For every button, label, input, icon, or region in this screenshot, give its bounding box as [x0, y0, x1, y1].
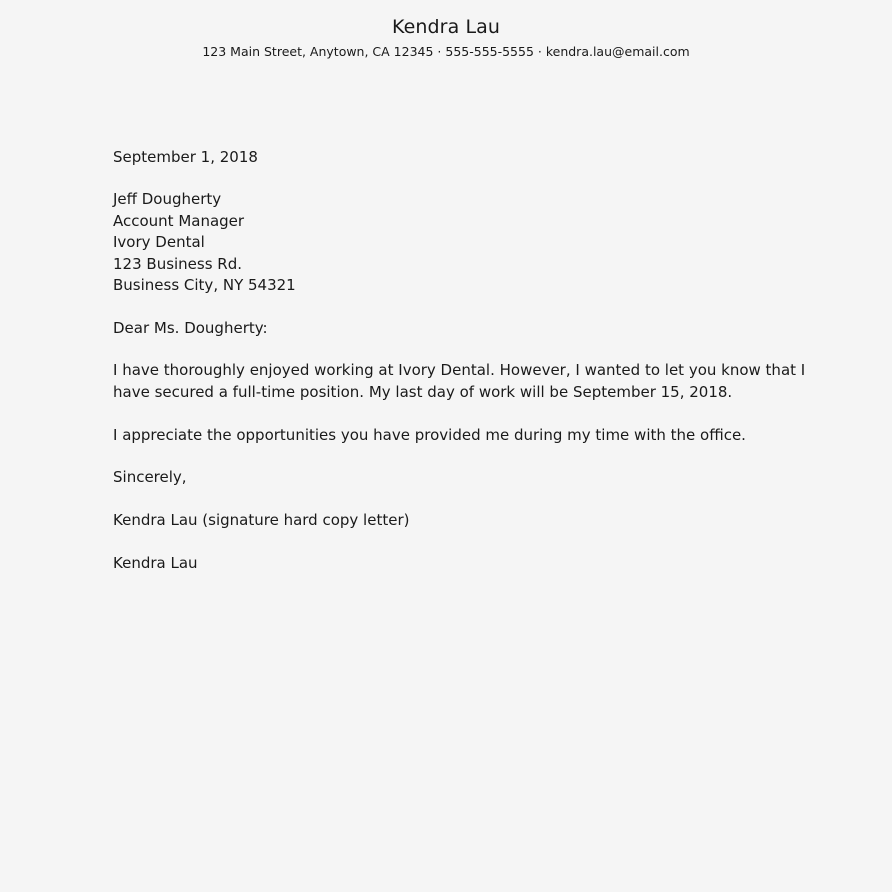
letter-date: September 1, 2018 — [113, 148, 258, 166]
closing: Sincerely, — [113, 468, 187, 486]
paragraph-line: I have thoroughly enjoyed working at Ivory Dental. However, I wanted to let you know that I — [113, 361, 806, 379]
recipient-name: Jeff Dougherty — [113, 190, 222, 208]
recipient-city: Business City, NY 54321 — [113, 276, 296, 294]
salutation: Dear Ms. Dougherty: — [113, 319, 268, 337]
sender-name: Kendra Lau — [391, 16, 501, 38]
paragraph-line: have secured a full-time position. My last day of work will be September 15, 2018. — [113, 382, 733, 401]
recipient-title: Account Manager — [113, 211, 245, 230]
recipient-company: Ivory Dental — [113, 233, 205, 251]
sender-contact: 123 Main Street, Anytown, CA 12345 · 555-555-5555 · kendra.lau@email.com — [202, 44, 690, 59]
paragraph-2 — [113, 425, 746, 447]
paragraph-line: I appreciate the opportunities you have provided me during my time with the office. — [113, 426, 746, 444]
typed-name: Kendra Lau — [113, 554, 198, 572]
signature: Kendra Lau (signature hard copy letter) — [113, 511, 410, 529]
recipient-street: 123 Business Rd. — [113, 254, 243, 273]
paragraph-1 — [113, 360, 805, 403]
recipient-address — [113, 189, 296, 297]
